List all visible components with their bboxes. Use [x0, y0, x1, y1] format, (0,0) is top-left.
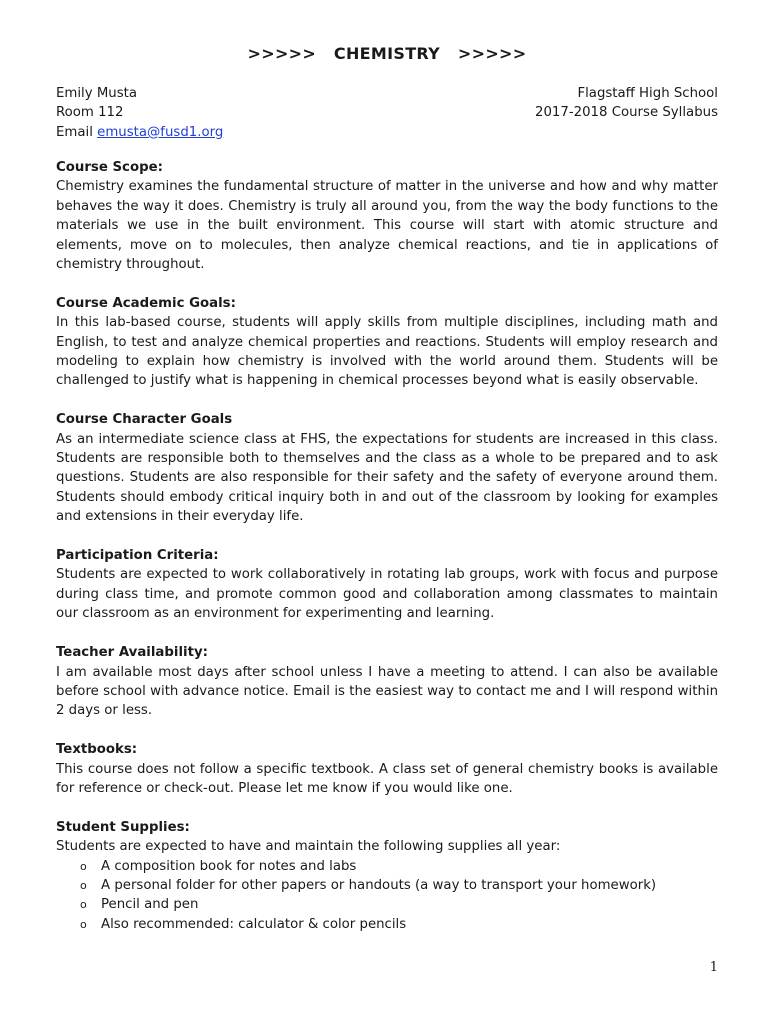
- page-number: 1: [709, 960, 718, 975]
- room-number: Room 112: [56, 105, 124, 121]
- section-text: Chemistry examines the fundamental structure of matter in the universe and how and why matter behaves the way it does. Chemistry is truly all around you, from the way the body functions to the materials we use in the built environment. This course will start with atomic structure and elements, move on to molecules, then analyze chemical reactions, and tie in applications of chemistry throughout.: [56, 179, 718, 273]
- list-item-text: Also recommended: calculator & color pencils: [101, 916, 407, 932]
- section-heading: Student Supplies:: [56, 819, 190, 835]
- list-item: [56, 857, 718, 876]
- section-text: In this lab-based course, students will apply skills from multiple disciplines, including math and English, to test and analyze chemical properties and reactions. Students will employ research and modeling to explain how chemistry is involved with the world around them. Students will be challenged to justify what is happening in chemical processes beyond what is easily observable.: [56, 315, 718, 389]
- section-text: Students are expected to have and maintain the following supplies all year:: [56, 839, 561, 855]
- email-line: [56, 123, 223, 142]
- section-heading: Participation Criteria:: [56, 548, 219, 564]
- section-heading: Course Character Goals: [56, 412, 233, 428]
- syllabus-page: [56, 0, 718, 1024]
- section-heading: Course Academic Goals:: [56, 295, 236, 311]
- page-title: >>>>> CHEMISTRY >>>>>: [247, 44, 527, 63]
- section-student-supplies: [56, 818, 718, 934]
- section-heading: Course Scope:: [56, 160, 163, 175]
- circle-bullet-icon: o: [80, 917, 87, 931]
- section-text: This course does not follow a specific textbook. A class set of general chemistry books is available for reference or check-out. Please let me know if you would like one.: [56, 761, 718, 796]
- section-teacher-availability: [56, 643, 718, 721]
- section-character-goals: [56, 410, 718, 526]
- list-item: [56, 915, 718, 934]
- circle-bullet-icon: o: [80, 898, 87, 912]
- section-heading: Teacher Availability:: [56, 645, 208, 661]
- supplies-list: [56, 857, 718, 935]
- section-course-scope: [56, 158, 718, 274]
- syllabus-year: 2017-2018 Course Syllabus: [535, 105, 718, 121]
- circle-bullet-icon: o: [80, 859, 87, 873]
- section-participation: [56, 546, 718, 624]
- list-item-text: A composition book for notes and labs: [101, 858, 357, 874]
- section-heading: Textbooks:: [56, 742, 138, 758]
- list-item: [56, 895, 718, 914]
- section-text: Students are expected to work collaboratively in rotating lab groups, work with focus and purpose during class time, and promote common good and collaboration among classmates to maintain our classroom as an environment for experimenting and learning.: [56, 567, 718, 622]
- teacher-name: Emily Musta: [56, 86, 138, 101]
- email-link[interactable]: emusta@fusd1.org: [97, 124, 224, 140]
- section-text: I am available most days after school unless I have a meeting to attend. I can also be available before school with advance notice. Email is the easiest way to contact me and I will respond within 2 days or less.: [56, 664, 718, 719]
- syllabus-body: [56, 158, 718, 954]
- list-item: [56, 876, 718, 895]
- section-textbooks: [56, 740, 718, 798]
- school-name: Flagstaff High School: [577, 86, 718, 101]
- section-academic-goals: [56, 294, 718, 391]
- list-item-text: A personal folder for other papers or handouts (a way to transport your homework): [101, 877, 657, 893]
- email-label: Email: [56, 124, 93, 140]
- document-header: [56, 84, 718, 142]
- section-text: As an intermediate science class at FHS, the expectations for students are increased in this class. Students are responsible both to themselves and the class as a whole to be prepared and to ask questions. Students are also responsible for their safety and the safety of everyone around them. Students should embody critical inquiry both in and out of the classroom by looking for examples and extensions in their everyday life.: [56, 431, 718, 525]
- circle-bullet-icon: o: [80, 878, 87, 892]
- list-item-text: Pencil and pen: [101, 897, 199, 913]
